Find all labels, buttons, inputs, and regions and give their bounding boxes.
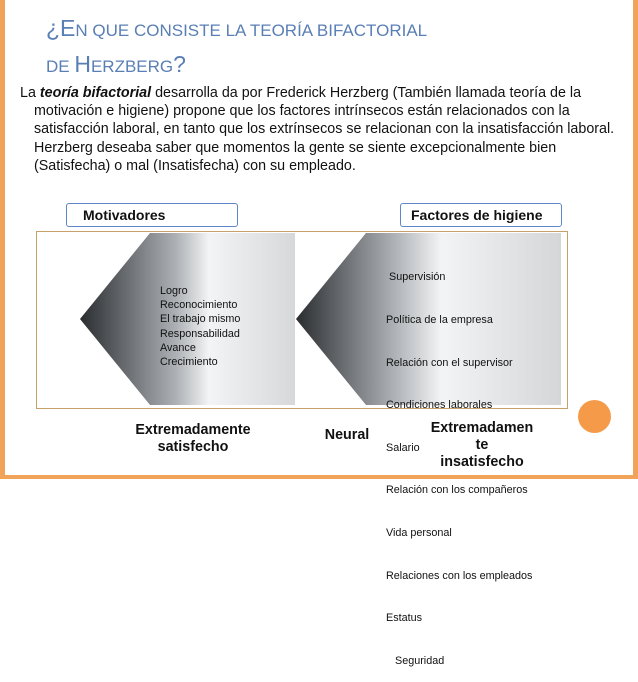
list-item: Responsabilidad <box>160 327 240 340</box>
list-item: El trabajo mismo <box>160 313 241 326</box>
title-line-1: ¿EN QUE CONSISTE LA TEORÍA BIFACTORIAL <box>46 15 428 41</box>
list-item: Estatus <box>386 612 423 625</box>
list-item: Reconocimiento <box>160 299 238 312</box>
scale-extremely-dissatisfied: Extremadamen te insatisfecho <box>430 420 534 470</box>
intro-paragraph: La teoría bifactorial desarrolla da por Frederick Herzberg (También llamada teoría de la motivación e higiene) propone que los factores intrínsecos están relacionados con la satisfacción laboral, en tanto que los extrínsecos se relacionan con la insatisfacción laboral. Herzberg deseaba saber que momentos la gente se siente excepcionalmente bien (Satisfecha) o mal (Insatisfecha) con su empleado. <box>20 85 615 174</box>
list-item: Seguridad <box>386 654 445 667</box>
list-item: Relación con los compañeros <box>386 484 528 497</box>
title-line-2: DE HERZBERG? <box>46 51 186 77</box>
motivators-label: Motivadores <box>66 203 238 227</box>
frame-bottom-bar <box>0 475 638 479</box>
hygiene-factors-label: Factores de higiene <box>400 203 562 227</box>
list-item: Crecimiento <box>160 356 218 369</box>
decorative-circle <box>578 400 611 433</box>
scale-extremely-satisfied: Extremadamente satisfecho <box>135 422 251 455</box>
list-item: Salario <box>386 441 420 454</box>
scale-neutral: Neural <box>324 427 370 443</box>
list-item: Supervisión <box>386 271 446 284</box>
list-item: Vida personal <box>386 527 452 540</box>
frame-right-bar <box>633 0 638 479</box>
list-item: Relación con el supervisor <box>386 356 513 369</box>
frame-left-bar <box>0 0 5 479</box>
list-item: Logro <box>160 285 188 297</box>
list-item: Política de la empresa <box>386 314 493 327</box>
list-item: Avance <box>160 341 196 354</box>
slide-title <box>46 12 586 84</box>
list-item: Relaciones con los empleados <box>386 569 533 582</box>
list-item: Condiciones laborales <box>386 399 493 412</box>
motivators-list <box>160 284 240 369</box>
emphasis-term: teoría bifactorial <box>39 85 152 101</box>
